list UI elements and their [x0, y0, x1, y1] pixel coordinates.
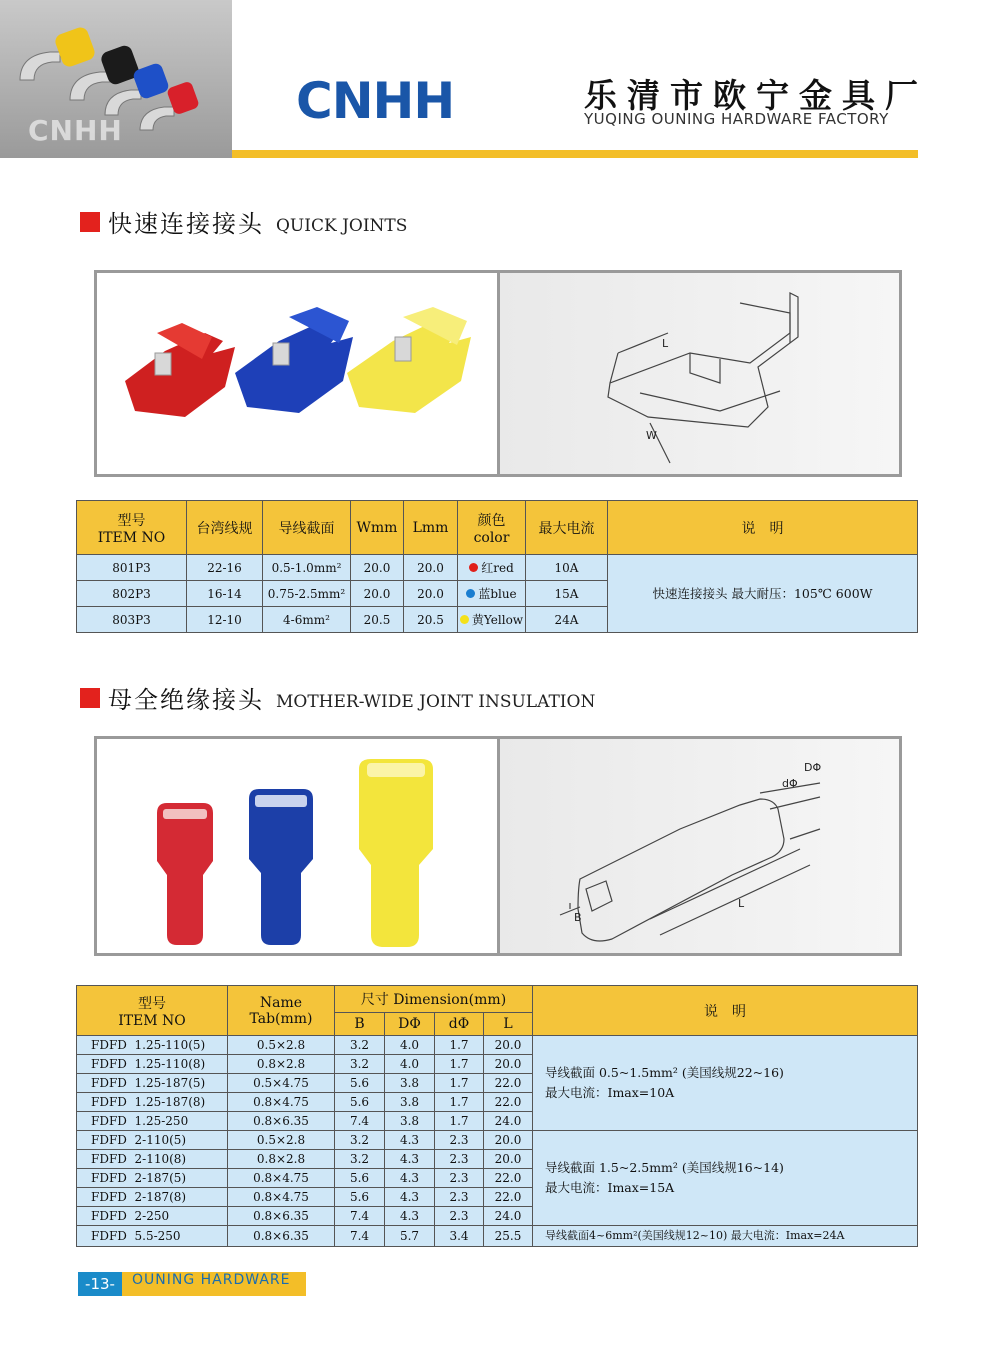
header-item-cn: 型号	[117, 512, 146, 529]
cell-item: FDFD 5.5-250	[77, 1226, 228, 1247]
header-color-cn: 颜色	[477, 512, 506, 529]
page-number: -13-	[78, 1272, 122, 1296]
cell-l: 22.0	[484, 1169, 533, 1188]
cell-item: FDFD 2-110(8)	[77, 1150, 228, 1169]
cell-taiwan: 22-16	[187, 555, 263, 581]
col-description: 说 明	[608, 501, 918, 555]
cell-item: FDFD 1.25-187(8)	[77, 1093, 228, 1112]
red-dot-icon	[469, 563, 478, 572]
cell-item: FDFD 1.25-187(5)	[77, 1074, 228, 1093]
cell-l: 20.0	[404, 555, 458, 581]
table-row	[77, 1131, 918, 1150]
photo-watermark: CNHH	[28, 114, 123, 147]
cell-note	[533, 1036, 918, 1131]
cell-wire: 4-6mm²	[263, 607, 351, 633]
cell-d: 5.7	[385, 1226, 435, 1247]
cell-w: 20.0	[351, 555, 404, 581]
cell-taiwan: 16-14	[187, 581, 263, 607]
section-marker-icon	[80, 212, 100, 232]
cell-item: FDFD 1.25-250	[77, 1112, 228, 1131]
cell-d: 4.3	[385, 1169, 435, 1188]
cell-b: 5.6	[335, 1074, 385, 1093]
cell-current: 24A	[526, 607, 608, 633]
mother-joints-photo	[97, 739, 497, 953]
col-b: B	[335, 1013, 385, 1036]
section-title-en: QUICK JOINTS	[276, 215, 408, 236]
cell-b: 3.2	[335, 1055, 385, 1074]
col-description: 说 明	[533, 986, 918, 1036]
cell-d: 4.0	[385, 1055, 435, 1074]
col-max-current: 最大电流	[526, 501, 608, 555]
mother-joint-table	[76, 985, 918, 1247]
cell-tab: 0.5×4.75	[228, 1074, 335, 1093]
section-title-mother-wide-joint	[80, 680, 595, 715]
cell-item: FDFD 1.25-110(8)	[77, 1055, 228, 1074]
col-l: L	[484, 1013, 533, 1036]
cell-d: 1.7	[435, 1093, 484, 1112]
quick-joints-photo	[97, 273, 497, 474]
cell-b: 3.2	[335, 1131, 385, 1150]
cell-item: 801P3	[77, 555, 187, 581]
cell-item: FDFD 2-187(5)	[77, 1169, 228, 1188]
cell-tab: 0.8×6.35	[228, 1207, 335, 1226]
cell-l: 22.0	[484, 1188, 533, 1207]
cell-item: FDFD 2-187(8)	[77, 1188, 228, 1207]
cell-b: 5.6	[335, 1188, 385, 1207]
cell-d: 2.3	[435, 1150, 484, 1169]
header-item-en: ITEM NO	[97, 529, 166, 546]
header-item-cn: 型号	[138, 995, 166, 1012]
table-row	[77, 1036, 918, 1055]
cell-b: 7.4	[335, 1226, 385, 1247]
cell-w: 20.0	[351, 581, 404, 607]
cell-tab: 0.5×2.8	[228, 1036, 335, 1055]
color-label: 蓝blue	[478, 587, 517, 601]
cell-tab: 0.8×6.35	[228, 1112, 335, 1131]
brand-logo: CNHH	[296, 72, 455, 130]
cell-note	[533, 1131, 918, 1226]
cell-note	[533, 1226, 918, 1247]
cell-tab: 0.8×4.75	[228, 1188, 335, 1207]
cell-d: 1.7	[435, 1074, 484, 1093]
cell-b: 7.4	[335, 1207, 385, 1226]
cell-d: 1.7	[435, 1055, 484, 1074]
header-name: Name	[259, 994, 303, 1011]
cell-item: 803P3	[77, 607, 187, 633]
cell-w: 20.5	[351, 607, 404, 633]
quick-joints-image-frame	[94, 270, 902, 477]
quick-joint-drawing	[608, 293, 798, 463]
terminal-yellow	[20, 25, 97, 80]
note-line2: 最大电流：Imax=15A	[545, 1180, 675, 1195]
cell-b: 5.6	[335, 1169, 385, 1188]
cell-l: 20.0	[404, 581, 458, 607]
table-row	[77, 555, 918, 581]
cell-d: 3.4	[435, 1226, 484, 1247]
color-label: 红red	[481, 561, 514, 575]
cell-d: 3.8	[385, 1093, 435, 1112]
cell-d: 2.3	[435, 1207, 484, 1226]
section-title-cn: 快速连接接头	[108, 210, 264, 238]
cell-l: 20.5	[404, 607, 458, 633]
cell-b: 3.2	[335, 1036, 385, 1055]
cell-l: 22.0	[484, 1093, 533, 1112]
mother-joint-image-frame	[94, 736, 902, 956]
table-header-row	[77, 501, 918, 555]
header-accent-bar	[232, 150, 918, 158]
cell-l: 24.0	[484, 1207, 533, 1226]
cell-l: 20.0	[484, 1150, 533, 1169]
cell-d: 1.7	[435, 1112, 484, 1131]
col-dimension: 尺寸 Dimension(mm)	[335, 986, 533, 1013]
note-line1: 导线截面4~6mm²(美国线规12~10) 最大电流：Imax=24A	[545, 1229, 845, 1242]
cell-d: 2.3	[435, 1188, 484, 1207]
cell-color	[458, 581, 526, 607]
mother-joint-diagram	[500, 739, 899, 953]
col-item-no	[77, 501, 187, 555]
col-name-tab	[228, 986, 335, 1036]
company-name-en: YUQING OUNING HARDWARE FACTORY	[584, 110, 889, 128]
cell-tab: 0.8×4.75	[228, 1093, 335, 1112]
cell-d: 4.0	[385, 1036, 435, 1055]
cell-l: 20.0	[484, 1055, 533, 1074]
quick-joint-yellow	[347, 307, 471, 413]
header-item-en: ITEM NO	[118, 1012, 186, 1029]
mother-joint-diagram-panel	[497, 739, 899, 953]
cell-d: 4.3	[385, 1207, 435, 1226]
color-label: 黄Yellow	[471, 613, 524, 627]
cell-l: 25.5	[484, 1226, 533, 1247]
col-wire-section: 导线截面	[263, 501, 351, 555]
cell-taiwan: 12-10	[187, 607, 263, 633]
col-d-inner: dΦ	[435, 1013, 484, 1036]
cell-d: 4.3	[385, 1188, 435, 1207]
cell-b: 3.2	[335, 1150, 385, 1169]
cell-wire: 0.75-2.5mm²	[263, 581, 351, 607]
table-row	[77, 1226, 918, 1247]
cell-tab: 0.8×2.8	[228, 1150, 335, 1169]
cell-d: 2.3	[435, 1169, 484, 1188]
diagram-label-l: L	[738, 897, 745, 910]
col-w: Wmm	[351, 501, 404, 555]
mother-joint-drawing	[560, 783, 820, 941]
diagram-label-b: B	[574, 911, 582, 924]
note-line1: 导线截面 1.5~2.5mm² (美国线规16~14)	[545, 1160, 784, 1175]
quick-joint-red	[125, 323, 235, 417]
diagram-label-l: L	[662, 337, 669, 350]
cell-d: 3.8	[385, 1074, 435, 1093]
cell-item: FDFD 2-250	[77, 1207, 228, 1226]
female-connector-yellow	[359, 759, 433, 947]
section-marker-icon	[80, 688, 100, 708]
col-l: Lmm	[404, 501, 458, 555]
cell-tab: 0.5×2.8	[228, 1131, 335, 1150]
cell-l: 22.0	[484, 1074, 533, 1093]
col-item-no	[77, 986, 228, 1036]
cell-l: 20.0	[484, 1036, 533, 1055]
cell-item: FDFD 1.25-110(5)	[77, 1036, 228, 1055]
cell-d: 3.8	[385, 1112, 435, 1131]
cell-b: 5.6	[335, 1093, 385, 1112]
col-d-outer: DΦ	[385, 1013, 435, 1036]
cell-l: 24.0	[484, 1112, 533, 1131]
diagram-label-d-inner: dΦ	[782, 777, 798, 790]
col-taiwan-gauge: 台湾线规	[187, 501, 263, 555]
quick-joint-diagram	[500, 273, 899, 474]
cell-wire: 0.5-1.0mm²	[263, 555, 351, 581]
section-title-en: MOTHER-WIDE JOINT INSULATION	[276, 691, 596, 712]
cell-note: 快速连接接头 最大耐压：105℃ 600W	[608, 555, 918, 633]
header-color-en: color	[473, 529, 510, 546]
quick-joint-diagram-panel	[497, 273, 899, 474]
cell-item: 802P3	[77, 581, 187, 607]
quick-joints-table	[76, 500, 918, 633]
cell-d: 4.3	[385, 1131, 435, 1150]
cell-color	[458, 555, 526, 581]
cell-current: 10A	[526, 555, 608, 581]
note-line2: 最大电流：Imax=10A	[545, 1085, 675, 1100]
section-title-cn: 母全绝缘接头	[108, 686, 264, 714]
cell-d: 4.3	[385, 1150, 435, 1169]
cell-current: 15A	[526, 581, 608, 607]
cell-l: 20.0	[484, 1131, 533, 1150]
note-line1: 导线截面 0.5~1.5mm² (美国线规22~16)	[545, 1065, 784, 1080]
cell-tab: 0.8×2.8	[228, 1055, 335, 1074]
female-connector-blue	[249, 789, 313, 945]
blue-dot-icon	[466, 589, 475, 598]
yellow-dot-icon	[460, 615, 469, 624]
quick-joint-blue	[235, 307, 353, 413]
cell-color	[458, 607, 526, 633]
header-tab: Tab(mm)	[249, 1010, 313, 1027]
diagram-label-d-outer: DΦ	[804, 761, 822, 774]
cell-tab: 0.8×6.35	[228, 1226, 335, 1247]
diagram-label-w: W	[646, 429, 657, 442]
cell-item: FDFD 2-110(5)	[77, 1131, 228, 1150]
cell-b: 7.4	[335, 1112, 385, 1131]
col-color	[458, 501, 526, 555]
footer-text: OUNING HARDWARE	[132, 1272, 291, 1288]
company-name-cn: 乐清市欧宁金具厂	[584, 76, 928, 115]
table-header-row	[77, 986, 918, 1013]
cell-tab: 0.8×4.75	[228, 1169, 335, 1188]
section-title-quick-joints	[80, 204, 407, 239]
cell-d: 2.3	[435, 1131, 484, 1150]
female-connector-red	[157, 803, 213, 945]
cell-d: 1.7	[435, 1036, 484, 1055]
header-photo	[0, 0, 232, 158]
